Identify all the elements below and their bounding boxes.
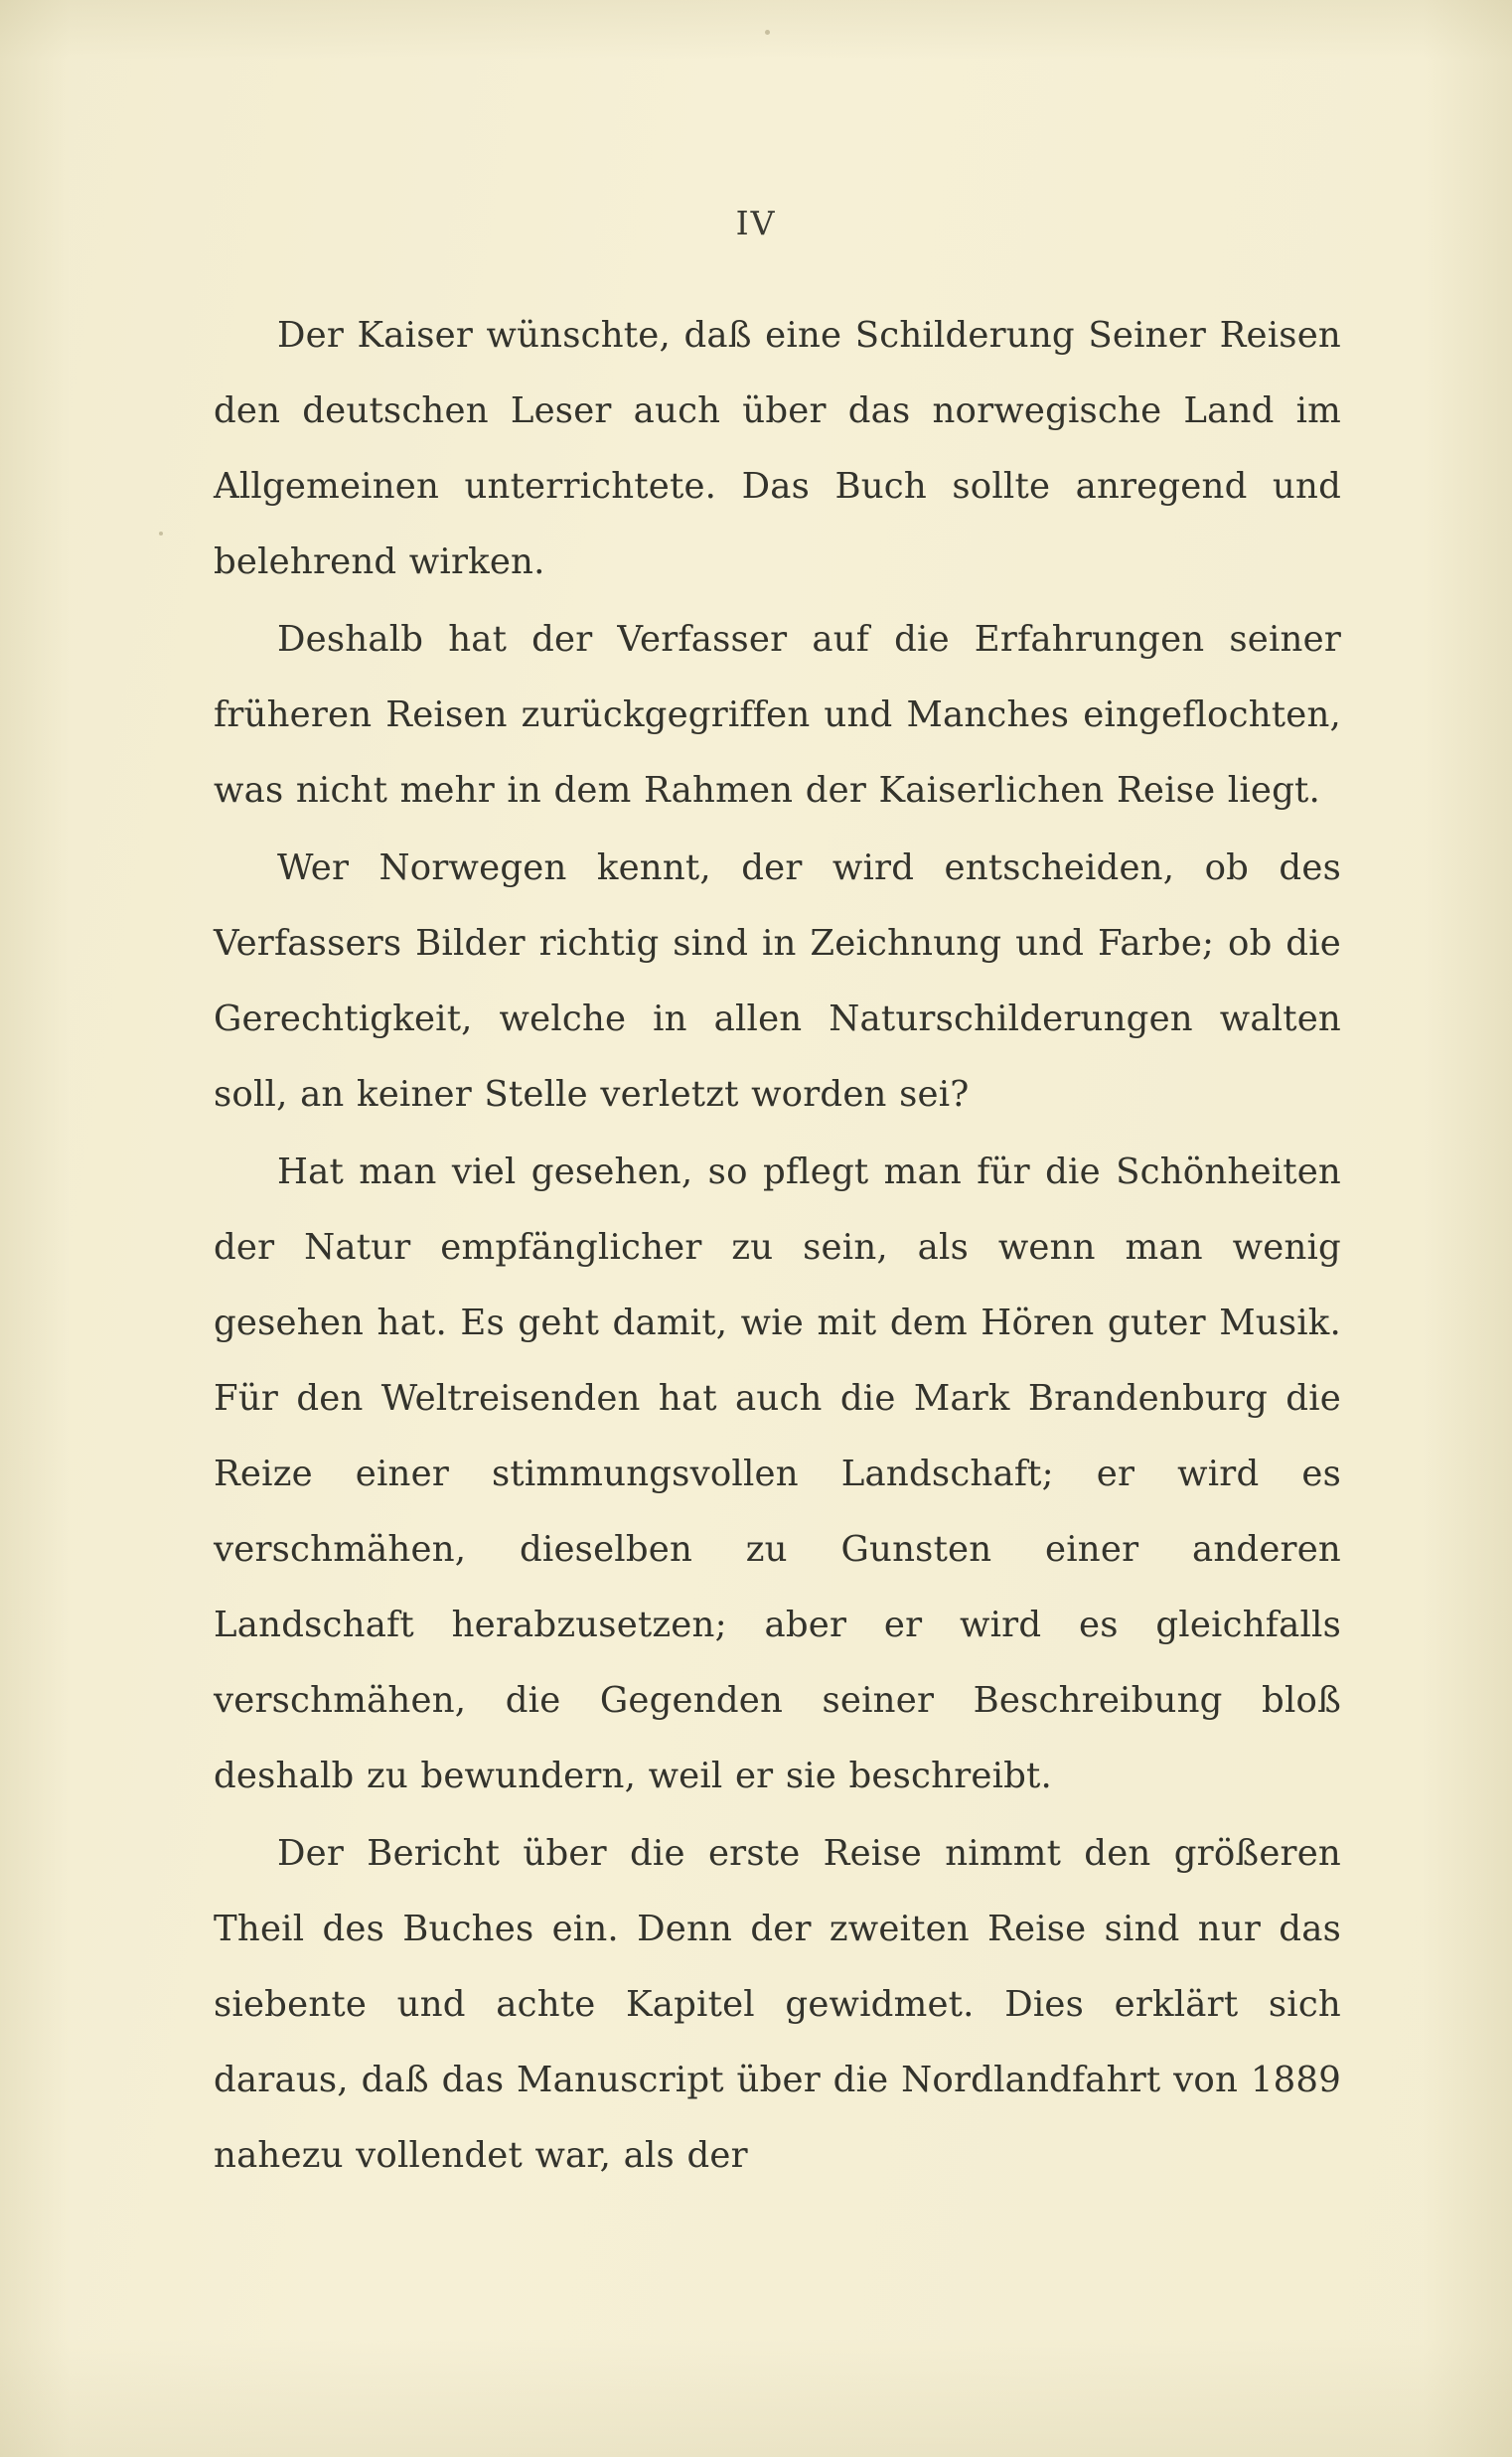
page-body-text <box>214 298 1341 2194</box>
page-number: IV <box>735 204 777 242</box>
paragraph: Wer Norwegen kennt, der wird entscheiden, ob des Verfassers Bilder richtig sind in Zeichnung und Farbe; ob die Gerechtigkeit, welche in allen Naturschilderungen walten soll, an keiner Stelle verletzt worden sei? <box>214 847 1341 1115</box>
page-edge-shading-bottom <box>0 2338 1512 2457</box>
page-edge-shading-top <box>0 0 1512 60</box>
paragraph: Der Bericht über die erste Reise nimmt den größeren Theil des Buches ein. Denn der zweiten Reise sind nur das siebente und achte Kapitel gewidmet. Dies erklärt sich daraus, daß das Manuscript über die Nordlandfahrt von 1889 nahezu vollendet war, als der <box>214 1833 1341 2176</box>
paragraph: Hat man viel gesehen, so pflegt man für die Schönheiten der Natur empfänglicher zu sein, als wenn man wenig gesehen hat. Es geht damit, wie mit dem Hören guter Musik. Für den Weltreisenden hat auch die Mark Brandenburg die Reize einer stimmungsvollen Landschaft; er wird es verschmähen, dieselben zu Gunsten einer anderen Landschaft herabzusetzen; aber er wird es gleichfalls verschmähen, die Gegenden seiner Beschreibung bloß deshalb zu bewundern, weil er sie beschreibt. <box>214 1152 1341 1796</box>
page-edge-shading-right <box>1423 0 1512 2457</box>
paper-speck <box>765 30 770 35</box>
paragraph: Der Kaiser wünschte, daß eine Schilderung Seiner Reisen den deutschen Leser auch über das norwegische Land im Allgemeinen unterrichtete. Das Buch sollte anregend und belehrend wirken. <box>214 315 1341 582</box>
page-edge-shading-left <box>0 0 70 2457</box>
paper-speck <box>159 532 163 536</box>
paragraph: Deshalb hat der Verfasser auf die Erfahrungen seiner früheren Reisen zurückgegriffen und Manches eingeflochten, was nicht mehr in dem Rahmen der Kaiserlichen Reise liegt. <box>214 619 1341 811</box>
